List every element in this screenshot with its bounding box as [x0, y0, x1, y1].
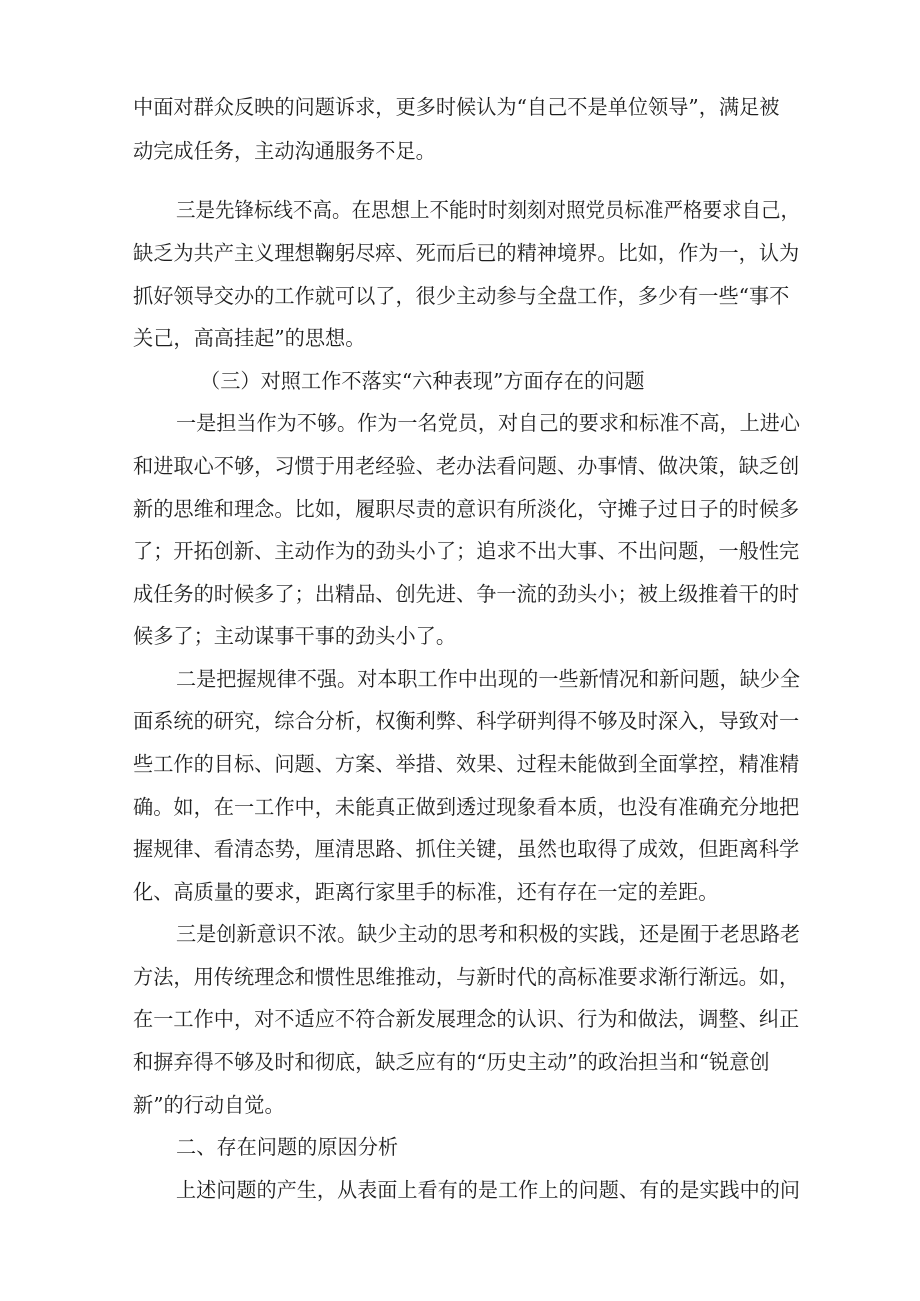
line-text: 新”的行动自觉。 [133, 1093, 285, 1117]
text-line [0, 449, 920, 483]
heading-text: 二、存在问题的原因分析 [176, 1135, 399, 1159]
line-text: 关己，高高挂起”的思想。 [133, 326, 366, 350]
line-text: 中面对群众反映的问题诉求，更多时候认为“自己不是单位领导”，满足被 [133, 95, 780, 119]
section-heading [0, 364, 920, 398]
heading-text: （三）对照工作不落实“六种表现”方面存在的问题 [200, 369, 645, 393]
line-text: 一是担当作为不够。作为一名党员，对自己的要求和标准不高，上进心 [176, 411, 800, 435]
section-heading [0, 1130, 920, 1164]
text-line [0, 321, 920, 355]
text-line [0, 577, 920, 611]
line-text: 在一工作中，对不适应不符合新发展理念的认识、行为和做法，调整、纠正 [133, 1007, 800, 1031]
line-text: 上述问题的产生，从表面上看有的是工作上的问题、有的是实践中的问 [176, 1178, 800, 1202]
line-text: 握规律、看清态势，厘清思路、抓住关键，虽然也取得了成效，但距离科学 [133, 837, 800, 861]
line-text: 和摒弃得不够及时和彻底，缺乏应有的“历史主动”的政治担当和“锐意创 [133, 1050, 770, 1074]
line-text: 确。如，在一工作中，未能真正做到透过现象看本质，也没有准确充分地把 [133, 795, 800, 819]
text-line [0, 1045, 920, 1079]
text-line [0, 704, 920, 738]
text-line [0, 917, 920, 951]
line-text: 新的思维和理念。比如，履职尽责的意识有所淡化，守摊子过日子的时候多 [133, 497, 800, 521]
line-text: 二是把握规律不强。对本职工作中出现的一些新情况和新问题，缺少全 [176, 667, 800, 691]
text-line [0, 790, 920, 824]
line-text: 三是创新意识不浓。缺少主动的思考和积极的实践，还是囿于老思路老 [176, 922, 800, 946]
line-text: 化、高质量的要求，距离行家里手的标准，还有存在一定的差距。 [133, 880, 719, 904]
line-text: 缺乏为共产主义理想鞠躬尽瘁、死而后已的精神境界。比如，作为一，认为 [133, 241, 800, 265]
line-text: 抓好领导交办的工作就可以了，很少主动参与全盘工作，多少有一些“事不 [133, 284, 790, 308]
text-line [0, 747, 920, 781]
text-line [0, 492, 920, 526]
text-line [0, 832, 920, 866]
text-line [0, 90, 920, 124]
line-text: 面系统的研究，综合分析，权衡利弊、科学研判得不够及时深入，导致对一 [133, 709, 800, 733]
text-line [0, 279, 920, 313]
text-line [0, 1088, 920, 1122]
line-text: 候多了；主动谋事干事的劲头小了。 [133, 624, 457, 648]
text-line [0, 662, 920, 696]
text-line [0, 534, 920, 568]
line-text: 些工作的目标、问题、方案、举措、效果、过程未能做到全面掌控，精准精 [133, 752, 800, 776]
text-line [0, 960, 920, 994]
line-text: 三是先锋标线不高。在思想上不能时时刻刻对照党员标准严格要求自己， [176, 198, 800, 222]
text-line [0, 134, 920, 168]
line-text: 动完成任务，主动沟通服务不足。 [133, 139, 436, 163]
text-line [0, 236, 920, 270]
line-text: 和进取心不够，习惯于用老经验、老办法看问题、办事情、做决策，缺乏创 [133, 454, 800, 478]
text-line [0, 619, 920, 653]
text-line [0, 1173, 920, 1207]
text-line [0, 193, 920, 227]
text-line [0, 1002, 920, 1036]
line-text: 成任务的时候多了；出精品、创先进、争一流的劲头小；被上级推着干的时 [133, 582, 800, 606]
text-line [0, 406, 920, 440]
text-line [0, 875, 920, 909]
line-text: 了；开拓创新、主动作为的劲头小了；追求不出大事、不出问题，一般性完 [133, 539, 800, 563]
line-text: 方法，用传统理念和惯性思维推动，与新时代的高标准要求渐行渐远。如， [133, 965, 800, 989]
